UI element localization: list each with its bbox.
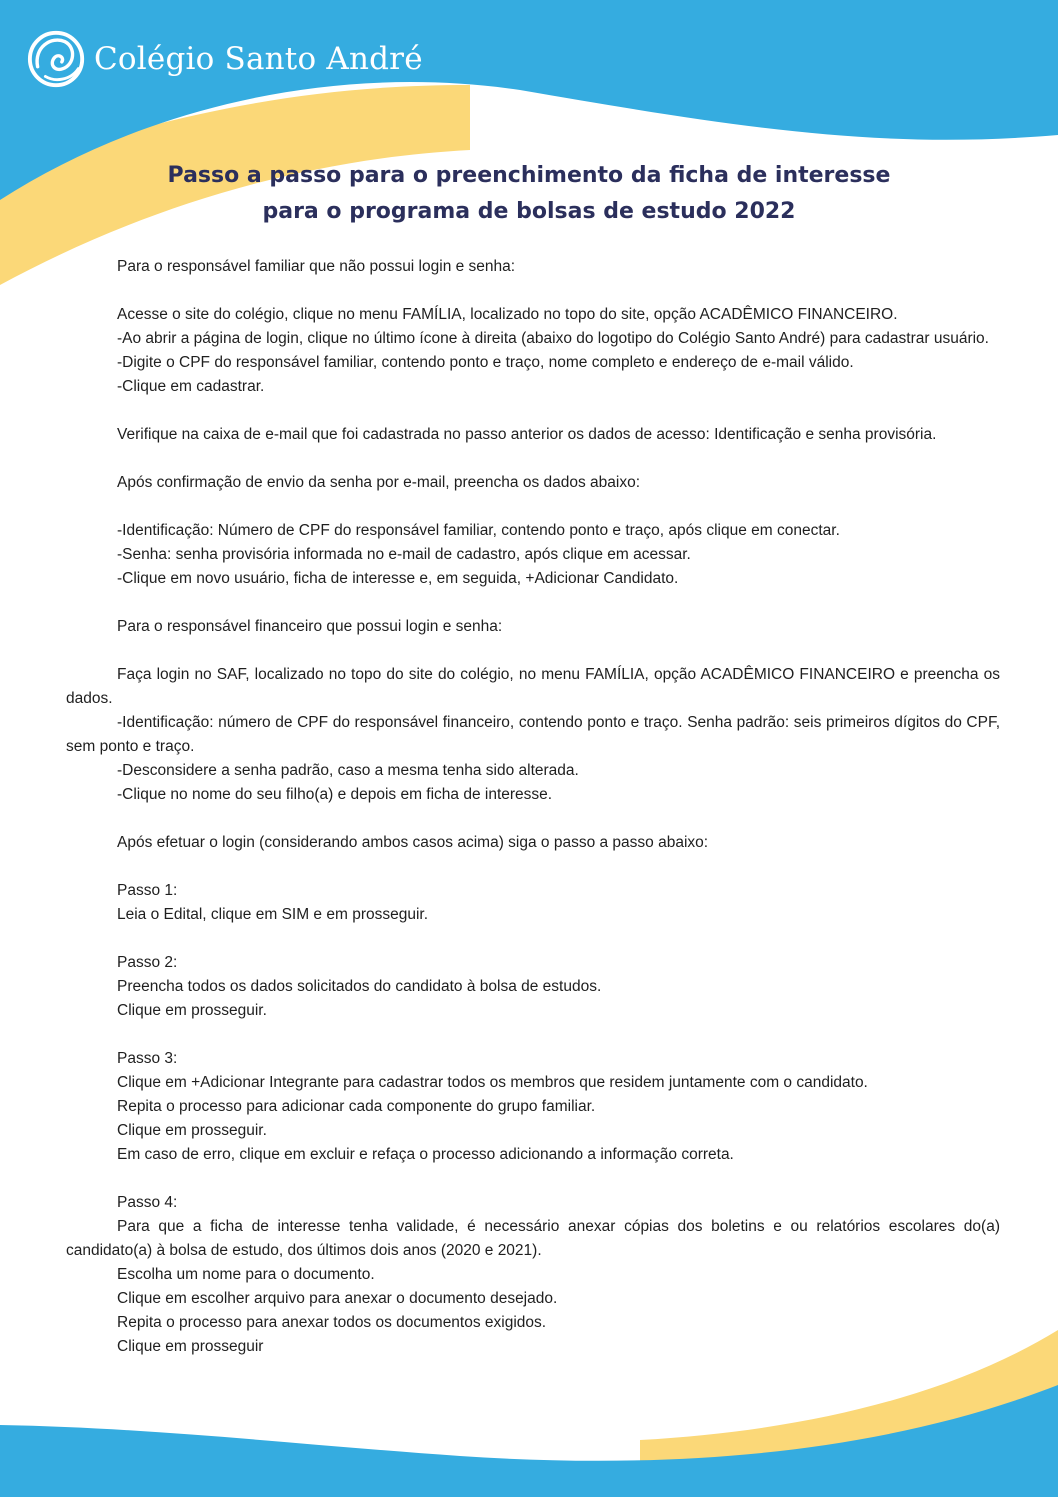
paragraph: -Clique em cadastrar.	[117, 378, 265, 395]
step-line: Repita o processo para anexar todos os documentos exigidos.	[117, 1314, 547, 1331]
step-line: Clique em escolher arquivo para anexar o documento desejado.	[117, 1290, 558, 1307]
paragraph: Faça login no SAF, localizado no topo do site do colégio, no menu FAMÍLIA, opção ACADÊMICO FINANCEIRO e preencha os dados.	[66, 666, 1000, 707]
document-body	[66, 255, 1000, 1359]
step-line: Escolha um nome para o documento.	[117, 1266, 375, 1283]
step-2-title: Passo 2:	[117, 954, 178, 971]
logo-swirl-icon	[26, 28, 88, 90]
step-line: Clique em prosseguir.	[117, 1002, 267, 1019]
paragraph: -Identificação: número de CPF do responsável financeiro, contendo ponto e traço. Senha padrão: seis primeiros dígitos do CPF, sem ponto e traço.	[66, 714, 1000, 755]
paragraph: -Ao abrir a página de login, clique no último ícone à direita (abaixo do logotipo do Colégio Santo André) para cadastrar usuário.	[117, 330, 989, 347]
school-logo	[26, 28, 423, 90]
paragraph: -Digite o CPF do responsável familiar, contendo ponto e traço, nome completo e endereço de e-mail válido.	[117, 354, 854, 371]
paragraph: -Clique no nome do seu filho(a) e depois em ficha de interesse.	[117, 786, 553, 803]
step-line: Clique em prosseguir	[117, 1338, 264, 1355]
paragraph: -Identificação: Número de CPF do responsável familiar, contendo ponto e traço, após clique em conectar.	[117, 522, 840, 539]
paragraph: -Desconsidere a senha padrão, caso a mesma tenha sido alterada.	[117, 762, 579, 779]
title-line-2: para o programa de bolsas de estudo 2022	[262, 199, 796, 224]
step-line: Repita o processo para adicionar cada componente do grupo familiar.	[117, 1098, 596, 1115]
document-title	[0, 158, 1058, 230]
step-line: Clique em prosseguir.	[117, 1122, 267, 1139]
step-line: Leia o Edital, clique em SIM e em prosseguir.	[117, 906, 429, 923]
step-line: Para que a ficha de interesse tenha validade, é necessário anexar cópias dos boletins e ou relatórios escolares do(a) candidato(a) à bolsa de estudo, dos últimos dois anos (2020 e 2021).	[66, 1218, 1000, 1259]
paragraph: Após efetuar o login (considerando ambos casos acima) siga o passo a passo abaixo:	[117, 834, 709, 851]
paragraph: Acesse o site do colégio, clique no menu FAMÍLIA, localizado no topo do site, opção ACADÊMICO FINANCEIRO.	[117, 306, 898, 323]
paragraph: Após confirmação de envio da senha por e-mail, preencha os dados abaixo:	[117, 474, 641, 491]
title-line-1: Passo a passo para o preenchimento da ficha de interesse	[167, 163, 891, 188]
paragraph: -Clique em novo usuário, ficha de interesse e, em seguida, +Adicionar Candidato.	[117, 570, 679, 587]
step-line: Em caso de erro, clique em excluir e refaça o processo adicionando a informação correta.	[117, 1146, 734, 1163]
step-line: Clique em +Adicionar Integrante para cadastrar todos os membros que residem juntamente com o candidato.	[117, 1074, 868, 1091]
step-line: Preencha todos os dados solicitados do candidato à bolsa de estudos.	[117, 978, 602, 995]
section-heading-familiar: Para o responsável familiar que não possui login e senha:	[117, 258, 516, 275]
paragraph: -Senha: senha provisória informada no e-mail de cadastro, após clique em acessar.	[117, 546, 691, 563]
brand-name: Colégio Santo André	[94, 41, 423, 77]
section-heading-financeiro: Para o responsável financeiro que possui login e senha:	[117, 618, 503, 635]
paragraph: Verifique na caixa de e-mail que foi cadastrada no passo anterior os dados de acesso: Identificação e senha provisória.	[117, 426, 937, 443]
step-4-title: Passo 4:	[117, 1194, 178, 1211]
step-1-title: Passo 1:	[117, 882, 178, 899]
step-3-title: Passo 3:	[117, 1050, 178, 1067]
